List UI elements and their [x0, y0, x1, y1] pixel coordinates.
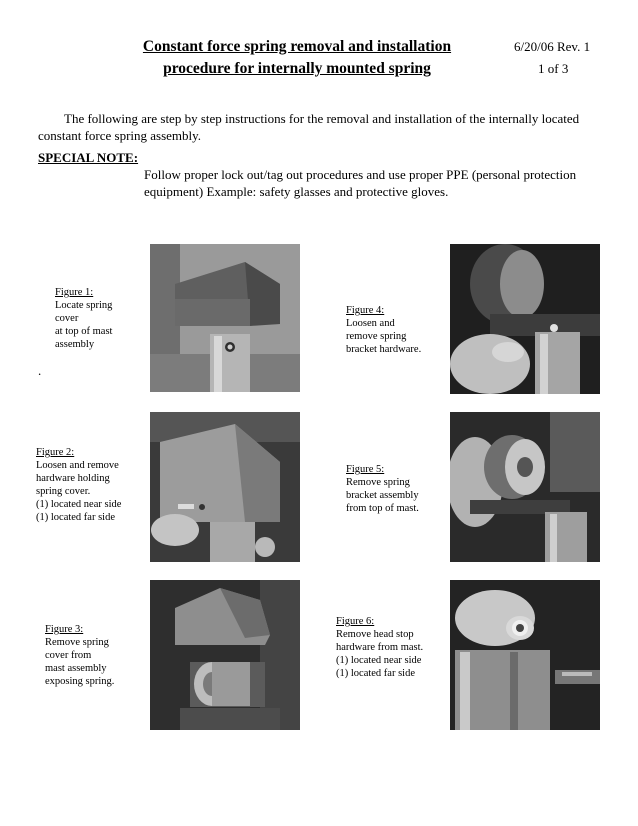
figure-6-line: Remove head stop — [336, 629, 414, 640]
figure-3-line: mast assembly — [45, 663, 107, 674]
figure-6-caption — [336, 615, 423, 680]
figure-6-line: (1) located near side — [336, 655, 422, 666]
figure-5-caption — [346, 463, 419, 515]
page-number: 1 of 3 — [538, 61, 569, 76]
figure-1-line: cover — [55, 313, 79, 324]
figure-1-title: Figure 1: — [55, 287, 94, 298]
intro-line-2: constant force spring assembly. — [38, 128, 202, 143]
figure-2-line: (1) located near side — [36, 499, 122, 510]
figure-6-photo — [450, 580, 600, 730]
special-note-line-2: equipment) Example: safety glasses and protective gloves. — [144, 184, 449, 199]
figure-5-line: from top of mast. — [346, 503, 419, 514]
figure-2-line: Loosen and remove — [36, 460, 119, 471]
figure-4-line: remove spring — [346, 331, 407, 342]
figure-2-caption — [36, 446, 121, 524]
figure-1-line: Locate spring — [55, 300, 113, 311]
figure-5-title: Figure 5: — [346, 464, 385, 475]
figure-3-line: exposing spring. — [45, 676, 115, 687]
figure-4-photo — [450, 244, 600, 394]
figure-3-line: cover from — [45, 650, 92, 661]
figure-3-photo — [150, 580, 300, 730]
figure-4-caption — [346, 304, 421, 356]
figure-2-line: spring cover. — [36, 486, 91, 497]
figure-6-line: (1) located far side — [336, 668, 416, 679]
figure-1-photo — [150, 244, 300, 392]
date-revision: 6/20/06 Rev. 1 — [514, 39, 591, 54]
figure-1-caption — [55, 286, 112, 351]
figure-2-title: Figure 2: — [36, 447, 75, 458]
special-note-label: SPECIAL NOTE: — [38, 150, 139, 165]
figure-2-photo — [150, 412, 300, 562]
figure-4-line: bracket hardware. — [346, 344, 422, 355]
figure-6-title: Figure 6: — [336, 616, 375, 627]
figure-5-line: bracket assembly — [346, 490, 419, 501]
page-title — [112, 36, 482, 80]
figure-5-line: Remove spring — [346, 477, 410, 488]
figure-4-title: Figure 4: — [346, 305, 385, 316]
figure-6-line: hardware from mast. — [336, 642, 424, 653]
figure-1-line: at top of mast — [55, 326, 113, 337]
figure-3-line: Remove spring — [45, 637, 109, 648]
figure-3-title: Figure 3: — [45, 624, 84, 635]
intro-line-1: The following are step by step instructions for the removal and installation of the internally located — [64, 111, 580, 126]
figure-4-line: Loosen and — [346, 318, 395, 329]
figure-1-line: assembly — [55, 339, 95, 350]
stray-period: . — [38, 363, 42, 378]
title-line-2: procedure for internally mounted spring — [163, 60, 431, 77]
special-note-line-1: Follow proper lock out/tag out procedures and use proper PPE (personal protection — [144, 167, 577, 182]
figure-3-caption — [45, 623, 114, 688]
figure-2-line: hardware holding — [36, 473, 110, 484]
figure-5-photo — [450, 412, 600, 562]
figure-2-line: (1) located far side — [36, 512, 116, 523]
title-line-1: Constant force spring removal and installation — [142, 38, 452, 55]
